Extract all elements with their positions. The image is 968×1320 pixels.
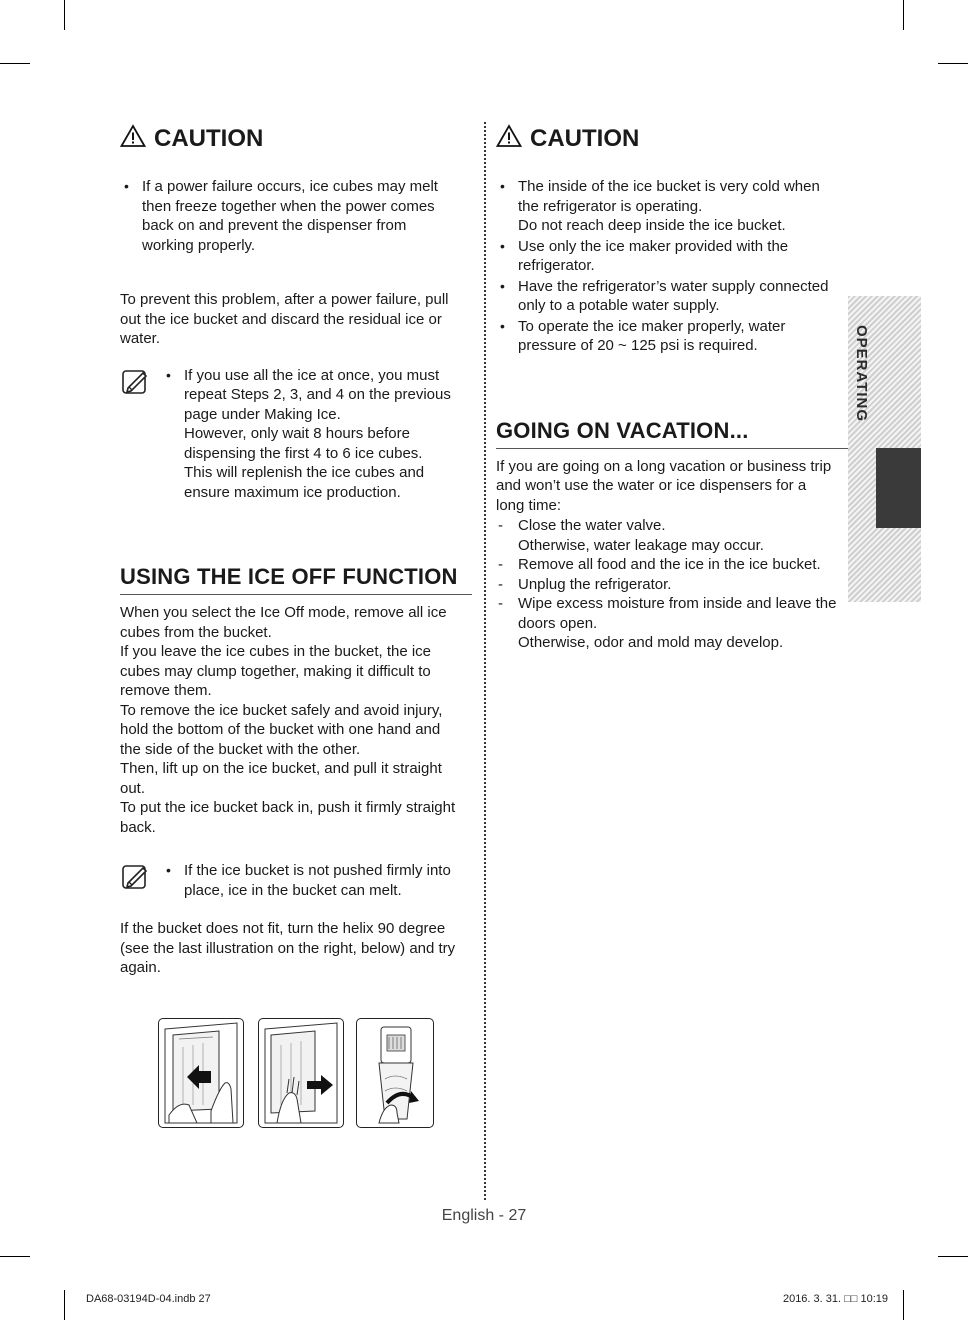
side-tab-active-marker [876,448,921,528]
page-number: English - 27 [441,1207,527,1224]
note-item: • If the ice bucket is not pushed firmly into place, ice in the bucket can melt. [162,861,472,900]
column-divider [484,122,486,1200]
note-box [120,366,472,503]
crop-mark [64,0,65,30]
illustration-turn-helix [356,1018,434,1128]
right-caution-list [496,177,848,356]
crop-mark [0,63,30,64]
crop-mark [938,63,968,64]
illustration-lift-bucket [158,1018,244,1128]
crop-mark [938,1256,968,1257]
crop-mark [64,1290,65,1320]
ice-off-paragraph: When you select the Ice Off mode, remove all ice cubes from the bucket. If you leave the ice cubes in the bucket, the ice cubes may clump together, making it difficult to remove them. To remove the ice bucket safely and avoid injury, hold the bottom of the bucket with one hand and the side of the bucket with the other. Then, lift up on the ice bucket, and pull it straight out. To put the ice bucket back in, push it firmly straight back. [120,604,456,836]
vacation-intro: If you are going on a long vacation or business trip and won’t use the water or ice dispensers for a long time: [496,457,832,514]
crop-mark [903,1290,904,1320]
print-timestamp: 2016. 3. 31. □□ 10:19 [782,1293,888,1305]
note-pencil-icon [120,861,154,900]
crop-mark [0,1256,30,1257]
vacation-item: - Wipe excess moisture from inside and leave the doors open. Otherwise, odor and mold may develop. [496,594,848,653]
right-caution-heading [496,124,848,154]
left-column [120,124,472,978]
left-caution-heading [120,124,472,154]
right-caution-item: • Use only the ice maker provided with the refrigerator. [496,237,848,276]
right-caution-item: • The inside of the ice bucket is very cold when the refrigerator is operating. Do not reach deep inside the ice bucket. [496,177,848,236]
side-tab-label: OPERATING [853,324,871,422]
note-pencil-icon [120,366,154,503]
helix-paragraph: If the bucket does not fit, turn the helix 90 degree (see the last illustration on the right, below) and try again. [120,920,456,976]
right-column [496,124,848,653]
note-item: • If you use all the ice at once, you must repeat Steps 2, 3, and 4 on the previous page under Making Ice. However, only wait 8 hours before dispensing the first 4 to 6 ice cubes. This will replenish the ice cubes and ensure maximum ice production. [162,366,472,503]
vacation-list [496,516,848,653]
warning-triangle-icon [120,124,146,155]
ice-off-heading: USING THE ICE OFF FUNCTION [120,564,472,595]
left-caution-item: • If a power failure occurs, ice cubes may melt then freeze together when the power comes back on and prevent the dispenser from working properly. [120,177,472,255]
vacation-heading: GOING ON VACATION... [496,418,848,449]
file-info: DA68-03194D-04.indb 27 [86,1293,211,1305]
left-caution-title: CAUTION [154,125,264,152]
right-caution-item: • Have the refrigerator’s water supply connected only to a potable water supply. [496,277,848,316]
warning-triangle-icon [496,124,522,155]
right-caution-title: CAUTION [530,125,640,152]
crop-mark [903,0,904,30]
left-caution-list [120,177,472,255]
note-box [120,861,472,900]
prevent-paragraph: To prevent this problem, after a power failure, pull out the ice bucket and discard the residual ice or water. [120,291,449,347]
vacation-item: - Unplug the refrigerator. [496,575,848,595]
vacation-item: - Remove all food and the ice in the ice bucket. [496,555,848,575]
right-caution-item: • To operate the ice maker properly, water pressure of 20 ~ 125 psi is required. [496,317,848,356]
vacation-item: - Close the water valve. Otherwise, water leakage may occur. [496,516,848,555]
illustration-pull-bucket [258,1018,344,1128]
